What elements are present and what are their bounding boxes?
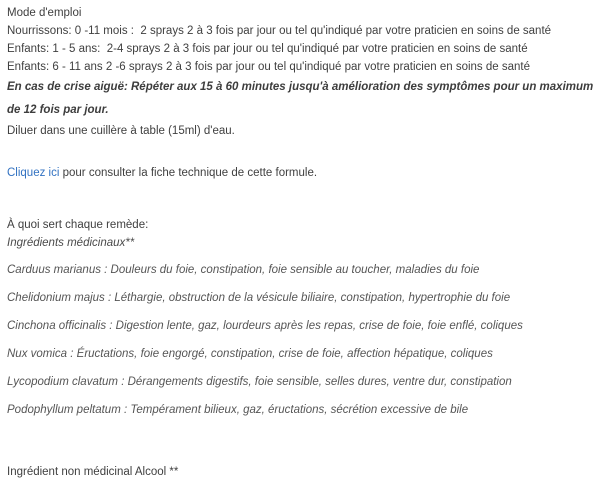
dosage-line-children-1-5: Enfants: 1 - 5 ans: 2-4 sprays 2 à 3 fois par jour ou tel qu'indiqué par votre praticien en soins de santé [7, 43, 528, 55]
acute-crisis-notice: En cas de crise aiguë: Répéter aux 15 à 60 minutes jusqu'à amélioration des symptômes pour un maximum de 12 fois par jour. [7, 81, 597, 116]
remedy-chelidonium-majus: Chelidonium majus : Léthargie, obstruction de la vésicule biliaire, constipation, hypertrophie du foie [7, 292, 511, 304]
dosage-line-children-6-11: Enfants: 6 - 11 ans 2 -6 sprays 2 à 3 fois par jour ou tel qu'indiqué par votre praticien en soins de santé [7, 61, 530, 73]
medicinal-ingredients-subheading: Ingrédients médicinaux** [7, 237, 135, 249]
remedy-carduus-marianus: Carduus marianus : Douleurs du foie, constipation, foie sensible au toucher, maladies du foie [7, 264, 480, 276]
usage-title: Mode d'emploi [7, 7, 82, 19]
datasheet-sentence [7, 164, 596, 182]
datasheet-link[interactable]: Cliquez ici [7, 167, 60, 179]
remedy-nux-vomica: Nux vomica : Éructations, foie engorgé, constipation, crise de foie, affection hépatique, coliques [7, 348, 493, 360]
dosage-line-infants: Nourrissons: 0 -11 mois : 2 sprays 2 à 3 fois par jour ou tel qu'indiqué par votre praticien en soins de santé [7, 25, 552, 37]
remedy-lycopodium-clavatum: Lycopodium clavatum : Dérangements digestifs, foie sensible, selles dures, ventre dur, constipation [7, 376, 512, 388]
dilution-instruction: Diluer dans une cuillère à table (15ml) d'eau. [7, 125, 235, 137]
remedy-podophyllum-peltatum: Podophyllum peltatum : Tempérament bilieux, gaz, éructations, sécrétion excessive de bile [7, 404, 469, 416]
remedy-cinchona-officinalis: Cinchona officinalis : Digestion lente, gaz, lourdeurs après les repas, crise de foie, foie enflé, coliques [7, 320, 523, 332]
remedies-heading: À quoi sert chaque remède: [7, 219, 149, 231]
datasheet-sentence-rest: pour consulter la fiche technique de cette formule. [59, 167, 318, 179]
non-medicinal-ingredient: Ingrédient non médicinal Alcool ** [7, 466, 179, 478]
